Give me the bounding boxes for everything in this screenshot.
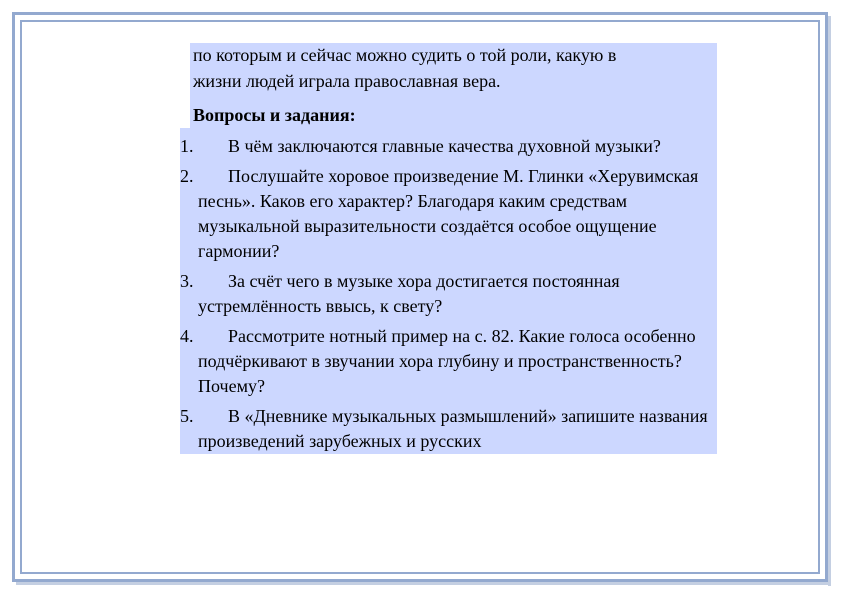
frame-shadow-bottom xyxy=(16,582,831,585)
intro-line-1: по которым и сейчас можно судить о той роли, какую в xyxy=(193,45,617,65)
questions-list xyxy=(180,128,717,454)
question-text: В «Дневнике музыкальных размышлений» запишите названия произведений зарубежных и русских xyxy=(198,406,708,451)
intro-line-2: жизни людей играла православная вера. xyxy=(193,71,501,91)
question-number: 2. xyxy=(180,166,194,186)
question-item-5 xyxy=(180,404,717,454)
intro-paragraph xyxy=(190,43,717,141)
question-text: За счёт чего в музыке хора достигается постоянная устремлённость ввысь, к свету? xyxy=(198,271,620,316)
question-number: 4. xyxy=(180,326,194,346)
question-number: 5. xyxy=(180,406,194,426)
question-text: В чём заключаются главные качества духовной музыки? xyxy=(228,136,661,156)
question-item-1 xyxy=(180,134,717,159)
question-item-4 xyxy=(180,324,717,399)
question-number: 3. xyxy=(180,271,194,291)
question-item-2 xyxy=(180,164,717,264)
question-item-3 xyxy=(180,269,717,319)
question-text: Рассмотрите нотный пример на с. 82. Какие голоса особенно подчёркивают в звучании хора глубину и пространственность? Почему? xyxy=(198,326,696,396)
frame-shadow-right xyxy=(828,16,831,586)
question-text: Послушайте хоровое произведение М. Глинки «Херувимская песнь». Каков его характер? Благодаря каким средствам музыкальной выразительности создаётся особое ощущение гармонии? xyxy=(198,166,699,261)
question-number: 1. xyxy=(180,136,194,156)
section-heading: Вопросы и задания: xyxy=(193,105,356,125)
